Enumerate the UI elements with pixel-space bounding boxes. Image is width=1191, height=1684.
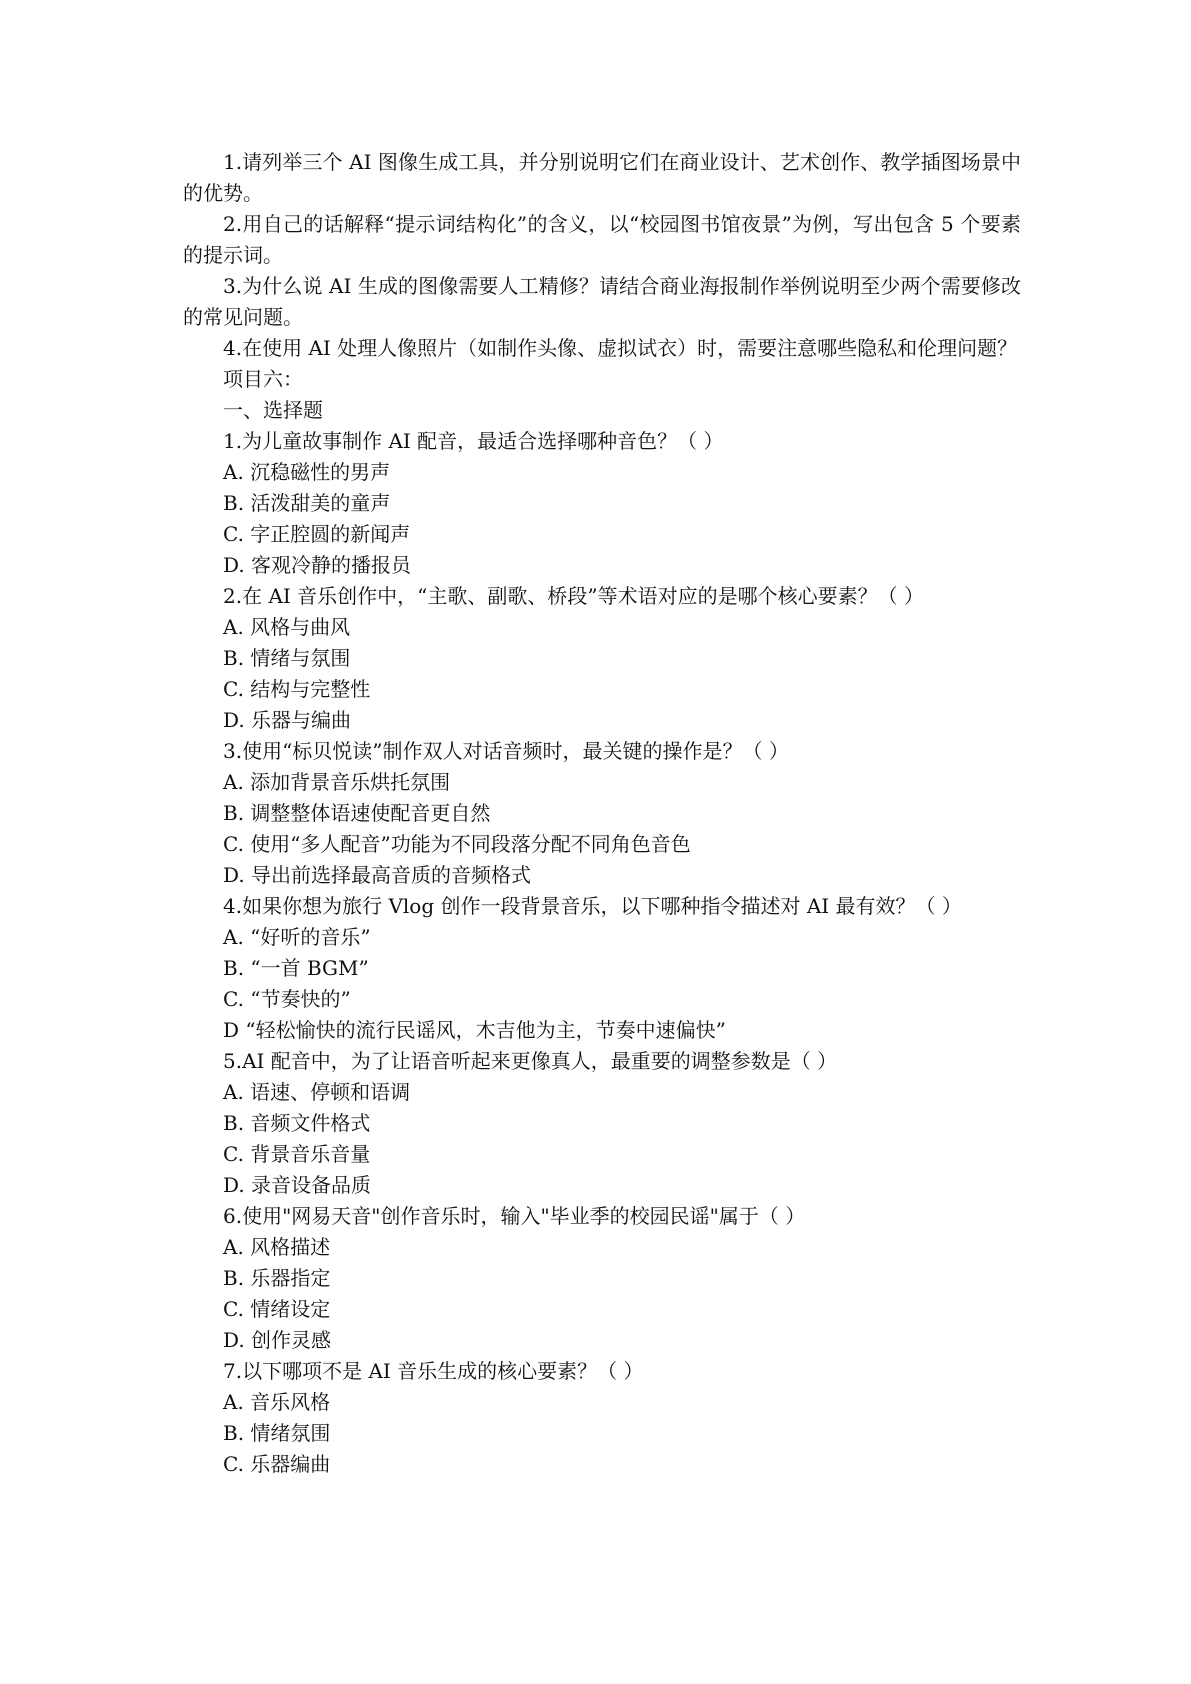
section-title: 一、选择题	[223, 398, 323, 422]
project-title: 项目六：	[223, 367, 303, 391]
question-5-option-c: C. 背景音乐音量	[223, 1142, 371, 1166]
question-1-option-c: C. 字正腔圆的新闻声	[223, 522, 411, 546]
question-3-option-b: B. 调整整体语速使配音更自然	[223, 801, 491, 825]
question-3-option-a: A. 添加背景音乐烘托氛围	[223, 770, 451, 794]
question-4-option-c: C. “节奏快的”	[223, 987, 351, 1011]
question-2-option-c: C. 结构与完整性	[223, 677, 371, 701]
question-5-option-d: D. 录音设备品质	[223, 1173, 372, 1197]
question-4-option-a: A. “好听的音乐”	[223, 925, 371, 949]
essay-question-1: 1.请列举三个 AI 图像生成工具，并分别说明它们在商业设计、艺术创作、教学插图场景中的优势。	[183, 150, 1021, 205]
question-6-option-c: C. 情绪设定	[223, 1297, 331, 1321]
question-1-option-a: A. 沉稳磁性的男声	[223, 460, 391, 484]
question-1-option-d: D. 客观冷静的播报员	[223, 553, 412, 577]
question-7-option-b: B. 情绪氛围	[223, 1421, 331, 1445]
question-2-option-a: A. 风格与曲风	[223, 615, 351, 639]
question-7-option-c: C. 乐器编曲	[223, 1452, 331, 1476]
question-6-option-a: A. 风格描述	[223, 1235, 331, 1259]
essay-question-3: 3.为什么说 AI 生成的图像需要人工精修？请结合商业海报制作举例说明至少两个需要修改的常见问题。	[183, 274, 1021, 329]
question-stem-1: 1.为儿童故事制作 AI 配音，最适合选择哪种音色？（ ）	[223, 429, 724, 453]
question-6-option-d: D. 创作灵感	[223, 1328, 332, 1352]
essay-question-4: 4.在使用 AI 处理人像照片（如制作头像、虚拟试衣）时，需要注意哪些隐私和伦理问题？	[223, 336, 1018, 360]
question-stem-2: 2.在 AI 音乐创作中，“主歌、副歌、桥段”等术语对应的是哪个核心要素？（ ）	[223, 584, 924, 608]
question-5-option-a: A. 语速、停顿和语调	[223, 1080, 411, 1104]
question-2-option-b: B. 情绪与氛围	[223, 646, 351, 670]
question-4-option-b: B. “一首 BGM”	[223, 956, 369, 980]
question-2-option-d: D. 乐器与编曲	[223, 708, 352, 732]
question-5-option-b: B. 音频文件格式	[223, 1111, 371, 1135]
question-stem-7: 7.以下哪项不是 AI 音乐生成的核心要素？（ ）	[223, 1359, 644, 1383]
question-stem-5: 5.AI 配音中，为了让语音听起来更像真人，最重要的调整参数是（ ）	[223, 1049, 838, 1073]
essay-question-2: 2.用自己的话解释“提示词结构化”的含义，以“校园图书馆夜景”为例，写出包含 5 个要素的提示词。	[183, 212, 1021, 267]
question-stem-6: 6.使用"网易天音"创作音乐时，输入"毕业季的校园民谣"属于（ ）	[223, 1204, 806, 1228]
question-3-option-d: D. 导出前选择最高音质的音频格式	[223, 863, 532, 887]
question-1-option-b: B. 活泼甜美的童声	[223, 491, 391, 515]
question-stem-3: 3.使用“标贝悦读”制作双人对话音频时，最关键的操作是？（ ）	[223, 739, 789, 763]
question-stem-4: 4.如果你想为旅行 Vlog 创作一段背景音乐，以下哪种指令描述对 AI 最有效？（ ）	[223, 894, 962, 918]
question-6-option-b: B. 乐器指定	[223, 1266, 331, 1290]
question-4-option-d: D “轻松愉快的流行民谣风，木吉他为主，节奏中速偏快”	[223, 1018, 726, 1042]
question-7-option-a: A. 音乐风格	[223, 1390, 331, 1414]
page-content	[183, 147, 1021, 1480]
question-3-option-c: C. 使用“多人配音”功能为不同段落分配不同角色音色	[223, 832, 691, 856]
